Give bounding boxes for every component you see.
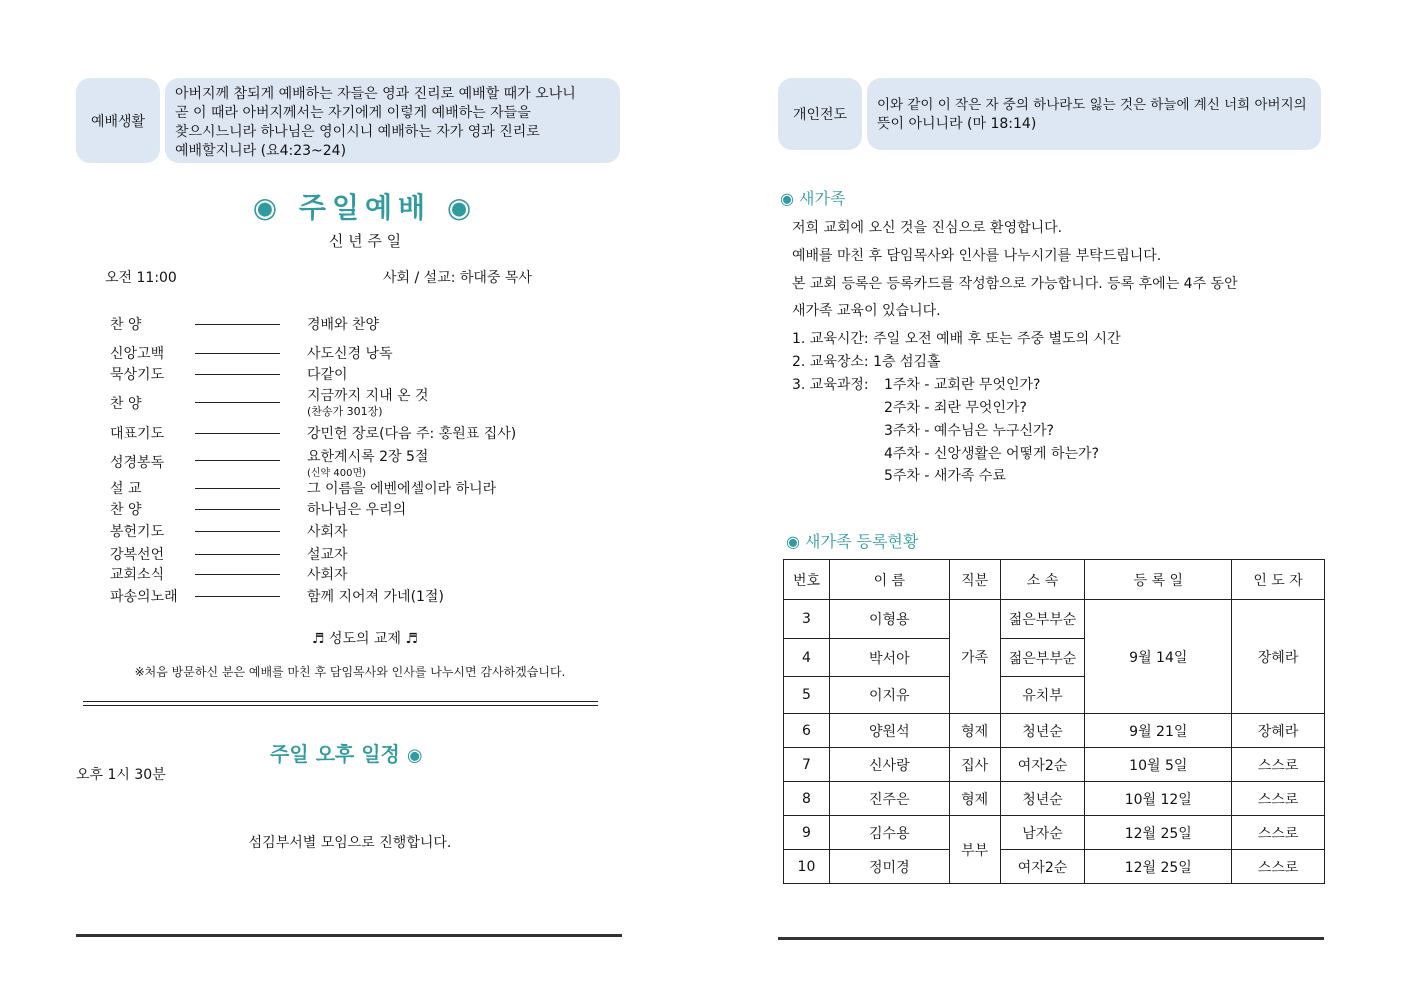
cell-no: 6 (784, 714, 830, 748)
order-value: 하나님은 우리의 (307, 502, 407, 518)
cell-no: 7 (784, 748, 830, 782)
order-name: 파송의노래 (110, 589, 178, 605)
newcomer-line: 예배를 마친 후 담임목사와 인사를 나누시기를 부탁드립니다. (792, 248, 1162, 264)
edu-course: 3주차 - 예수님은 누구신가? (884, 423, 1054, 439)
cell-group: 청년순 (1000, 782, 1085, 816)
afternoon-title-text: 주일 오후 일정 (270, 742, 400, 766)
order-line (195, 324, 280, 325)
cell-name: 신사랑 (829, 748, 949, 782)
worship-life-label-text: 예배생활 (90, 113, 146, 130)
cell-name: 박서아 (829, 639, 949, 677)
order-name: 성경봉독 (110, 455, 165, 471)
order-name: 설 교 (110, 481, 142, 497)
cell-role: 부부 (949, 816, 1000, 884)
order-line (195, 574, 280, 575)
order-name: 대표기도 (110, 426, 165, 442)
cell-role: 형제 (949, 714, 1000, 748)
cell-guide: 스스로 (1232, 748, 1325, 782)
table-row (784, 600, 1325, 639)
cell-date: 10월 5일 (1085, 748, 1232, 782)
cell-no: 3 (784, 600, 830, 639)
worship-verse-line: 찾으시느니라 하나님은 영이시니 예배하는 자가 영과 진리로 (175, 124, 540, 140)
cell-guide: 스스로 (1232, 816, 1325, 850)
order-row (110, 446, 630, 479)
bullet-icon: ◉ (446, 191, 478, 224)
evangelism-label (778, 78, 862, 150)
order-line (195, 509, 280, 510)
newcomer-line: 새가족 교육이 있습니다. (792, 303, 941, 319)
cell-role: 가족 (949, 600, 1000, 714)
col-header: 번호 (784, 560, 830, 600)
cell-guide: 장혜라 (1232, 714, 1325, 748)
order-row (110, 478, 630, 498)
order-value: 강민헌 장로(다음 주: 홍원표 집사) (307, 426, 517, 442)
cell-role: 집사 (949, 748, 1000, 782)
visitor-notice: ※처음 방문하신 분은 예배를 마친 후 담임목사와 인사를 나누시면 감사하겠습니다. (134, 665, 566, 679)
cell-group: 유치부 (1000, 677, 1085, 714)
cell-no: 8 (784, 782, 830, 816)
col-header: 소 속 (1000, 560, 1085, 600)
fellowship-text: ♬ 성도의 교제 ♬ (311, 631, 419, 647)
cell-name: 진주은 (829, 782, 949, 816)
double-divider (83, 701, 598, 706)
order-name: 찬 양 (110, 502, 142, 518)
edu-course: 4주차 - 신앙생활은 어떻게 하는가? (884, 446, 1100, 462)
cell-guide: 스스로 (1232, 782, 1325, 816)
order-value: 사회자 (307, 524, 348, 540)
order-line (195, 460, 280, 461)
order-row (110, 385, 630, 418)
cell-no: 9 (784, 816, 830, 850)
order-name: 신앙고백 (110, 346, 165, 362)
edu-course: 2주차 - 죄란 무엇인가? (884, 400, 1027, 416)
order-value: 요한계시록 2장 5절 (307, 449, 429, 465)
right-bottom-rule (778, 937, 1324, 940)
order-value: 사회자 (307, 567, 348, 583)
left-bottom-rule (76, 934, 622, 937)
order-row (110, 343, 630, 363)
cell-group: 남자순 (1000, 816, 1085, 850)
worship-title (200, 186, 530, 226)
cell-date: 10월 12일 (1085, 782, 1232, 816)
newcomer-line: 저희 교회에 오신 것을 진심으로 환영합니다. (792, 220, 1063, 236)
order-value: 설교자 (307, 547, 348, 563)
order-row (110, 364, 630, 384)
order-name: 찬 양 (110, 396, 142, 412)
edu-course: 5주차 - 새가족 수료 (884, 468, 1006, 484)
order-line (195, 353, 280, 354)
order-line (195, 402, 280, 403)
worship-subtitle: 신 년 주 일 (328, 232, 402, 250)
col-header: 직분 (949, 560, 1000, 600)
order-sub: (찬송가 301장) (307, 405, 383, 418)
cell-date: 12월 25일 (1085, 850, 1232, 884)
order-value: 사도신경 낭독 (307, 346, 393, 362)
evangelism-verse-line: 뜻이 아니니라 (마 18:14) (877, 116, 1037, 132)
order-row (110, 423, 630, 443)
cell-guide: 스스로 (1232, 850, 1325, 884)
order-value: 그 이름을 에벤에셀이라 하니라 (307, 481, 497, 497)
order-name: 교회소식 (110, 567, 165, 583)
col-header: 이 름 (829, 560, 949, 600)
order-row (110, 586, 630, 606)
table-row (784, 850, 1325, 884)
cell-no: 10 (784, 850, 830, 884)
afternoon-title (270, 738, 423, 767)
order-value: 지금까지 지내 온 것 (307, 388, 429, 404)
order-value: 경배와 찬양 (307, 317, 380, 333)
worship-verse-box (165, 78, 620, 163)
cell-group: 여자2순 (1000, 850, 1085, 884)
cell-date: 9월 21일 (1085, 714, 1232, 748)
edu-course: 1주차 - 교회란 무엇인가? (884, 377, 1041, 393)
order-row (110, 544, 630, 564)
cell-name: 이지유 (829, 677, 949, 714)
afternoon-time: 오후 1시 30분 (76, 767, 166, 783)
cell-group: 청년순 (1000, 714, 1085, 748)
afternoon-text: 섬김부서별 모임으로 진행합니다. (248, 835, 452, 851)
order-name: 찬 양 (110, 317, 142, 333)
cell-name: 이형용 (829, 600, 949, 639)
order-value: 다같이 (307, 367, 348, 383)
evangelism-verse-box (867, 78, 1321, 150)
evangelism-label-text: 개인전도 (792, 107, 848, 123)
cell-group: 젊은부부순 (1000, 639, 1085, 677)
edu-time: 1. 교육시간: 주일 오전 예배 후 또는 주중 별도의 시간 (792, 331, 1121, 347)
edu-place: 2. 교육장소: 1층 섬김홀 (792, 354, 941, 370)
worship-title-text: 주일예배 (298, 191, 432, 224)
order-name: 묵상기도 (110, 367, 165, 383)
order-value: 함께 지어져 가네(1절) (307, 589, 444, 605)
evangelism-verse-line: 이와 같이 이 작은 자 중의 하나라도 잃는 것은 하늘에 계신 너희 아버지의 (877, 97, 1307, 113)
col-header: 인 도 자 (1232, 560, 1325, 600)
order-line (195, 433, 280, 434)
worship-verse-line: 곧 이 때라 아버지께서는 자기에게 이렇게 예배하는 자들을 (175, 105, 531, 121)
cell-date: 9월 14일 (1085, 600, 1232, 714)
order-name: 강복선언 (110, 547, 165, 563)
table-row (784, 748, 1325, 782)
registration-table (783, 559, 1325, 884)
col-header: 등 록 일 (1085, 560, 1232, 600)
cell-name: 양원석 (829, 714, 949, 748)
cell-name: 정미경 (829, 850, 949, 884)
bullet-icon: ◉ (406, 745, 423, 766)
order-name: 봉헌기도 (110, 524, 165, 540)
order-line (195, 531, 280, 532)
newcomer-heading: ◉ 새가족 (780, 189, 846, 208)
cell-date: 12월 25일 (1085, 816, 1232, 850)
edu-course-label: 3. 교육과정: (792, 377, 869, 393)
order-line (195, 374, 280, 375)
cell-group: 젊은부부순 (1000, 600, 1085, 639)
order-line (195, 488, 280, 489)
table-row (784, 816, 1325, 850)
order-line (195, 596, 280, 597)
cell-role: 형제 (949, 782, 1000, 816)
newcomer-line: 본 교회 등록은 등록카드를 작성함으로 가능합니다. 등록 후에는 4주 동안 (792, 276, 1238, 292)
table-header-row (784, 560, 1325, 600)
worship-time: 오전 11:00 (105, 270, 177, 286)
table-row (784, 714, 1325, 748)
register-heading: ◉ 새가족 등록현황 (786, 532, 919, 551)
worship-life-label (76, 78, 160, 163)
order-row (110, 564, 630, 584)
cell-no: 4 (784, 639, 830, 677)
order-row (110, 499, 630, 519)
bullet-icon: ◉ (252, 191, 284, 224)
cell-guide: 장혜라 (1232, 600, 1325, 714)
cell-name: 김수용 (829, 816, 949, 850)
cell-group: 여자2순 (1000, 748, 1085, 782)
order-line (195, 554, 280, 555)
cell-no: 5 (784, 677, 830, 714)
order-sub: (신약 400면) (307, 468, 367, 479)
worship-leader: 사회 / 설교: 하대중 목사 (383, 270, 532, 286)
worship-verse-line: 예배할지니라 (요4:23~24) (175, 143, 347, 159)
worship-verse-line: 아버지께 참되게 예배하는 자들은 영과 진리로 예배할 때가 오나니 (175, 86, 576, 102)
order-row (110, 521, 630, 541)
table-row (784, 782, 1325, 816)
order-row (110, 314, 630, 334)
